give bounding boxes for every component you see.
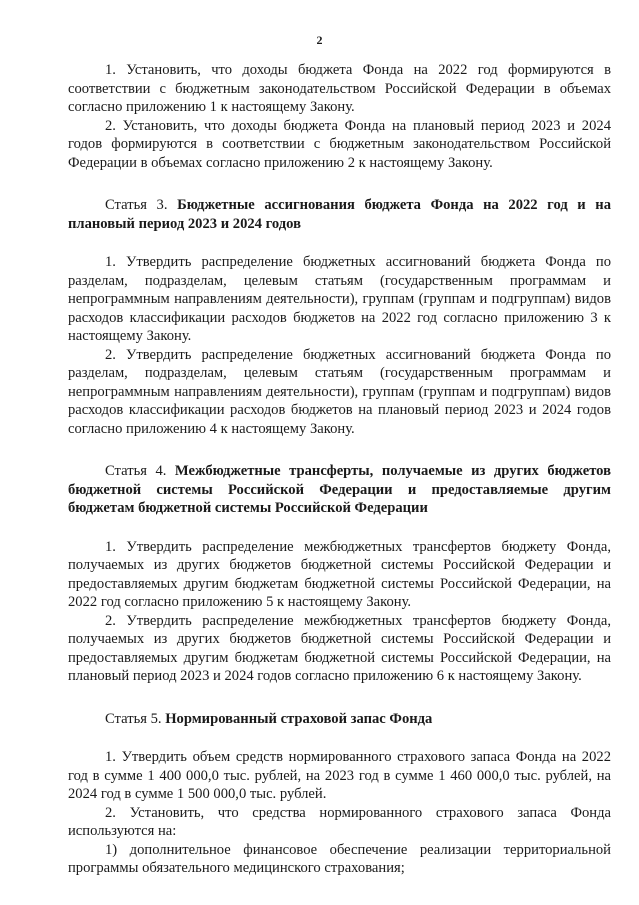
article-3-title: Бюджетные ассигнования бюджета Фонда на 2022 год и на плановый период 2023 и 2024 годов — [68, 197, 612, 232]
document-body — [68, 61, 611, 878]
article-5-heading — [68, 710, 611, 729]
article-4-heading — [68, 462, 611, 518]
page-number: 2 — [316, 33, 323, 47]
article-4-paragraph-2: 2. Утвердить распределение межбюджетных трансфертов бюджету Фонда, получаемых из других бюджетов бюджетной системы Российской Федерации и предоставляемых другим бюджетам бюджетной системы Российской Федерации, на плановый период 2023 и 2024 годов согласно приложению 6 к настоящему Закону. — [68, 612, 611, 684]
article-5-paragraph-3: 1) дополнительное финансовое обеспечение реализации территориальной программы обязательного медицинского страхования; — [68, 841, 611, 876]
article-3-label: Статья 3. — [105, 197, 178, 213]
article-5-label: Статья 5. — [105, 710, 166, 727]
article-3-paragraph-1: 1. Утвердить распределение бюджетных ассигнований бюджета Фонда по разделам, подразделам, целевым статьям (государственным программам и непрограммным направлениям деятельности), группам (группам и подгруппам) видов расходов классификации расходов бюджетов на 2022 год согласно приложению 3 к настоящему Закону. — [68, 254, 611, 344]
article-3-paragraph-2: 2. Утвердить распределение бюджетных ассигнований бюджета Фонда по разделам, подразделам, целевым статьям (государственным программам и непрограммным направлениям деятельности), группам (группам и подгруппам) видов расходов классификации расходов бюджетов на плановый период 2023 и 2024 годов согласно приложению 4 к настоящему Закону. — [68, 346, 611, 437]
article-4-paragraph-1: 1. Утвердить распределение межбюджетных трансфертов бюджету Фонда, получаемых из других бюджетов бюджетной системы Российской Федерации и предоставляемых другим бюджетам бюджетной системы Российской Федерации, на 2022 год согласно приложению 5 к настоящему Закону. — [68, 538, 611, 610]
article-4-label: Статья 4. — [105, 463, 175, 479]
article-4-title: Межбюджетные трансферты, получаемые из других бюджетов бюджетной системы Российской Федерации и предоставляемые другим бюджетам бюджетной системы Российской Федерации — [68, 463, 611, 516]
intro-paragraph-1: 1. Установить, что доходы бюджета Фонда на 2022 год формируются в соответствии с бюджетным законодательством Российской Федерации в объемах согласно приложению 1 к настоящему Закону. — [68, 62, 611, 115]
article-3-heading — [68, 196, 611, 233]
intro-paragraph-2: 2. Установить, что доходы бюджета Фонда на плановый период 2023 и 2024 годов формируются в соответствии с бюджетным законодательством Российской Федерации в объемах согласно приложению 2 к настоящему Закону. — [68, 117, 611, 171]
article-5-paragraph-2: 2. Установить, что средства нормированного страхового запаса Фонда используются на: — [68, 804, 611, 839]
article-5-paragraph-1: 1. Утвердить объем средств нормированного страхового запаса Фонда на 2022 год в сумме 1 400 000,0 тыс. рублей, на 2023 год в сумме 1 460 000,0 тыс. рублей, на 2024 год в сумме 1 500 000,0 тыс. рублей. — [68, 749, 611, 802]
article-5-title: Нормированный страховой запас Фонда — [165, 710, 433, 727]
